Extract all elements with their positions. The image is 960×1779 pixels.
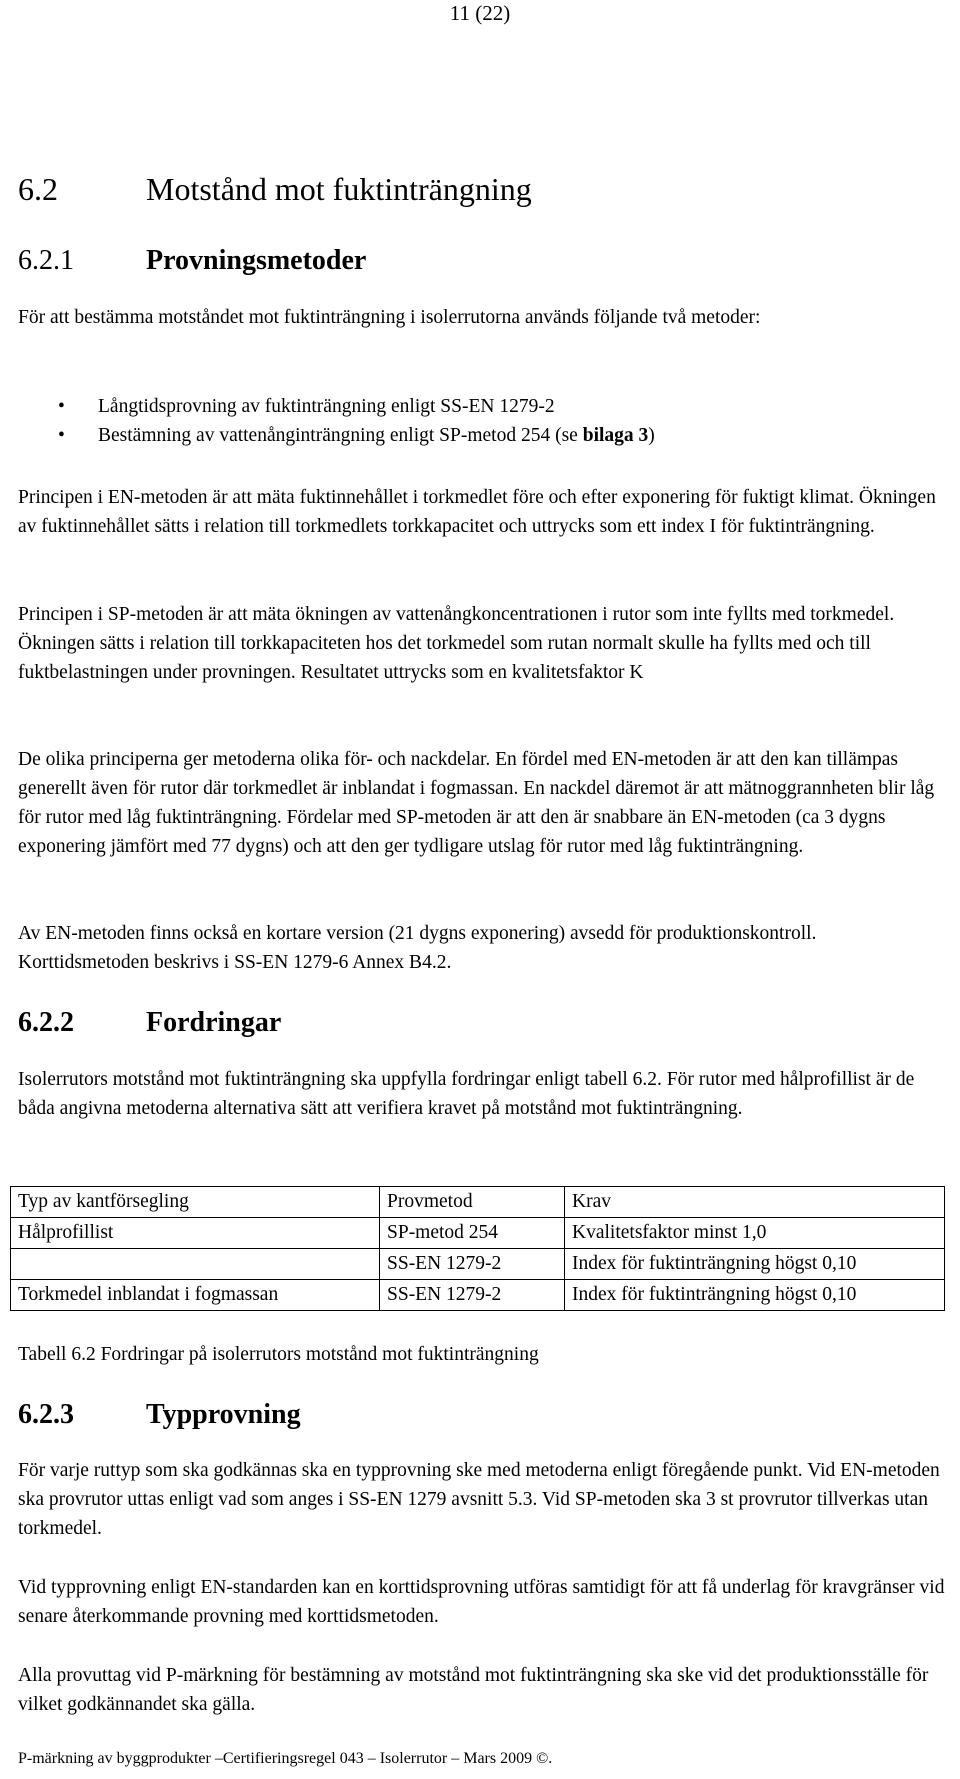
subsection-heading-typprovning (18, 1398, 301, 1432)
table-row (11, 1280, 945, 1311)
subsection-heading-fordringar (18, 1006, 281, 1040)
requirements-table (10, 1186, 945, 1311)
table-caption: Tabell 6.2 Fordringar på isolerrutors motstånd mot fuktinträngning (18, 1344, 539, 1365)
short-method-paragraph: Av EN-metoden finns också en kortare version (21 dygns exponering) avsedd för produktionskontroll. Korttidsmetoden beskrivs i SS-EN 1279-6 Annex B4.2. (18, 923, 817, 973)
list-item-suffix: ) (648, 425, 655, 446)
type-test-paragraph-2: Vid typprovning enligt EN-standarden kan en korttidsprovning utföras samtidigt för att få underlag för kravgränser vid senare återkommande provning med korttidsmetoden. (18, 1577, 945, 1627)
en-method-paragraph: Principen i EN-metoden är att mäta fuktinnehållet i torkmedlet före och efter exponering för fuktigt klimat. Ökningen av fuktinnehållet sätts i relation till torkmedlets torkkapacitet och uttrycks som ett index I för fuktinträngning. (18, 487, 936, 537)
sp-method-paragraph: Principen i SP-metoden är att mäta ökningen av vattenångkoncentrationen i rutor som inte fyllts med torkmedel. Ökningen sätts i relation till torkkapaciteten hos det torkmedel som rutan normalt skulle ha fyllts med och till fuktbelastningen under provningen. Resultatet uttrycks som en kvalitetsfaktor K (18, 604, 895, 683)
table-cell: Index för fuktinträngning högst 0,10 (565, 1280, 945, 1311)
type-test-paragraph-1: För varje ruttyp som ska godkännas ska en typprovning ske med metoderna enligt föregående punkt. Vid EN-metoden ska provrutor uttas enligt vad som anges i SS-EN 1279 avsnitt 5.3. Vid SP-metoden ska 3 st provrutor tillverkas utan torkmedel. (18, 1460, 940, 1539)
table-cell: SP-metod 254 (380, 1218, 565, 1249)
subsection-number: 6.2.2 (18, 1007, 74, 1038)
type-test-paragraph-3: Alla provuttag vid P-märkning för bestämning av motstånd mot fuktinträngning ska ske vid det produktionsställe för vilket godkännandet ska gälla. (18, 1665, 929, 1715)
table-header-cell: Provmetod (380, 1187, 565, 1218)
table-cell: Hålprofillist (11, 1218, 380, 1249)
list-item-text: Långtidsprovning av fuktinträngning enligt SS-EN 1279-2 (98, 396, 555, 417)
table-cell: Kvalitetsfaktor minst 1,0 (565, 1218, 945, 1249)
subsection-title: Typprovning (146, 1399, 301, 1430)
table-cell: Torkmedel inblandat i fogmassan (11, 1280, 380, 1311)
requirements-paragraph: Isolerrutors motstånd mot fuktinträngning ska uppfylla fordringar enligt tabell 6.2. För rutor med hålprofillist är de båda angivna metoderna alternativa sätt att verifiera kravet på motstånd mot fuktinträngning. (18, 1069, 915, 1119)
table-row (11, 1218, 945, 1249)
section-heading (18, 170, 532, 208)
table-header-cell: Typ av kantförsegling (11, 1187, 380, 1218)
subsection-heading-provningsmetoder (18, 244, 366, 278)
appendix-reference: bilaga 3 (582, 425, 649, 446)
section-number: 6.2 (18, 171, 58, 207)
table-header-row (11, 1187, 945, 1218)
table-cell (11, 1249, 380, 1280)
table-cell: Index för fuktinträngning högst 0,10 (565, 1249, 945, 1280)
page-footer: P-märkning av byggprodukter –Certifieringsregel 043 – Isolerrutor – Mars 2009 ©. (18, 1750, 553, 1767)
subsection-title: Provningsmetoder (146, 245, 367, 276)
table-row (11, 1249, 945, 1280)
subsection-title: Fordringar (146, 1007, 282, 1038)
table-header-cell: Krav (565, 1187, 945, 1218)
subsection-number: 6.2.1 (18, 245, 74, 276)
table-cell: SS-EN 1279-2 (380, 1249, 565, 1280)
table-cell: SS-EN 1279-2 (380, 1280, 565, 1311)
comparison-paragraph: De olika principerna ger metoderna olika för- och nackdelar. En fördel med EN-metoden är att den kan tillämpas generellt även för rutor där torkmedlet är inblandat i fogmassan. En nackdel däremot är att mätnoggrannheten blir låg för rutor med låg fuktinträngning. Fördelar med SP-metoden är att den är snabbare än EN-metoden (ca 3 dygns exponering jämfört med 77 dygns) och att den ger tydligare utslag för rutor med låg fuktinträngning. (18, 749, 935, 857)
subsection-number: 6.2.3 (18, 1399, 74, 1430)
list-item-text: Bestämning av vattenånginträngning enligt SP-metod 254 (se (98, 425, 583, 446)
section-title: Motstånd mot fuktinträngning (146, 171, 532, 207)
list-item (58, 421, 655, 450)
intro-paragraph: För att bestämma motståndet mot fuktinträngning i isolerrutorna används följande två metoder: (18, 307, 761, 328)
method-list (58, 392, 655, 450)
list-item (58, 392, 655, 421)
page-number: 11 (22) (449, 1, 511, 25)
